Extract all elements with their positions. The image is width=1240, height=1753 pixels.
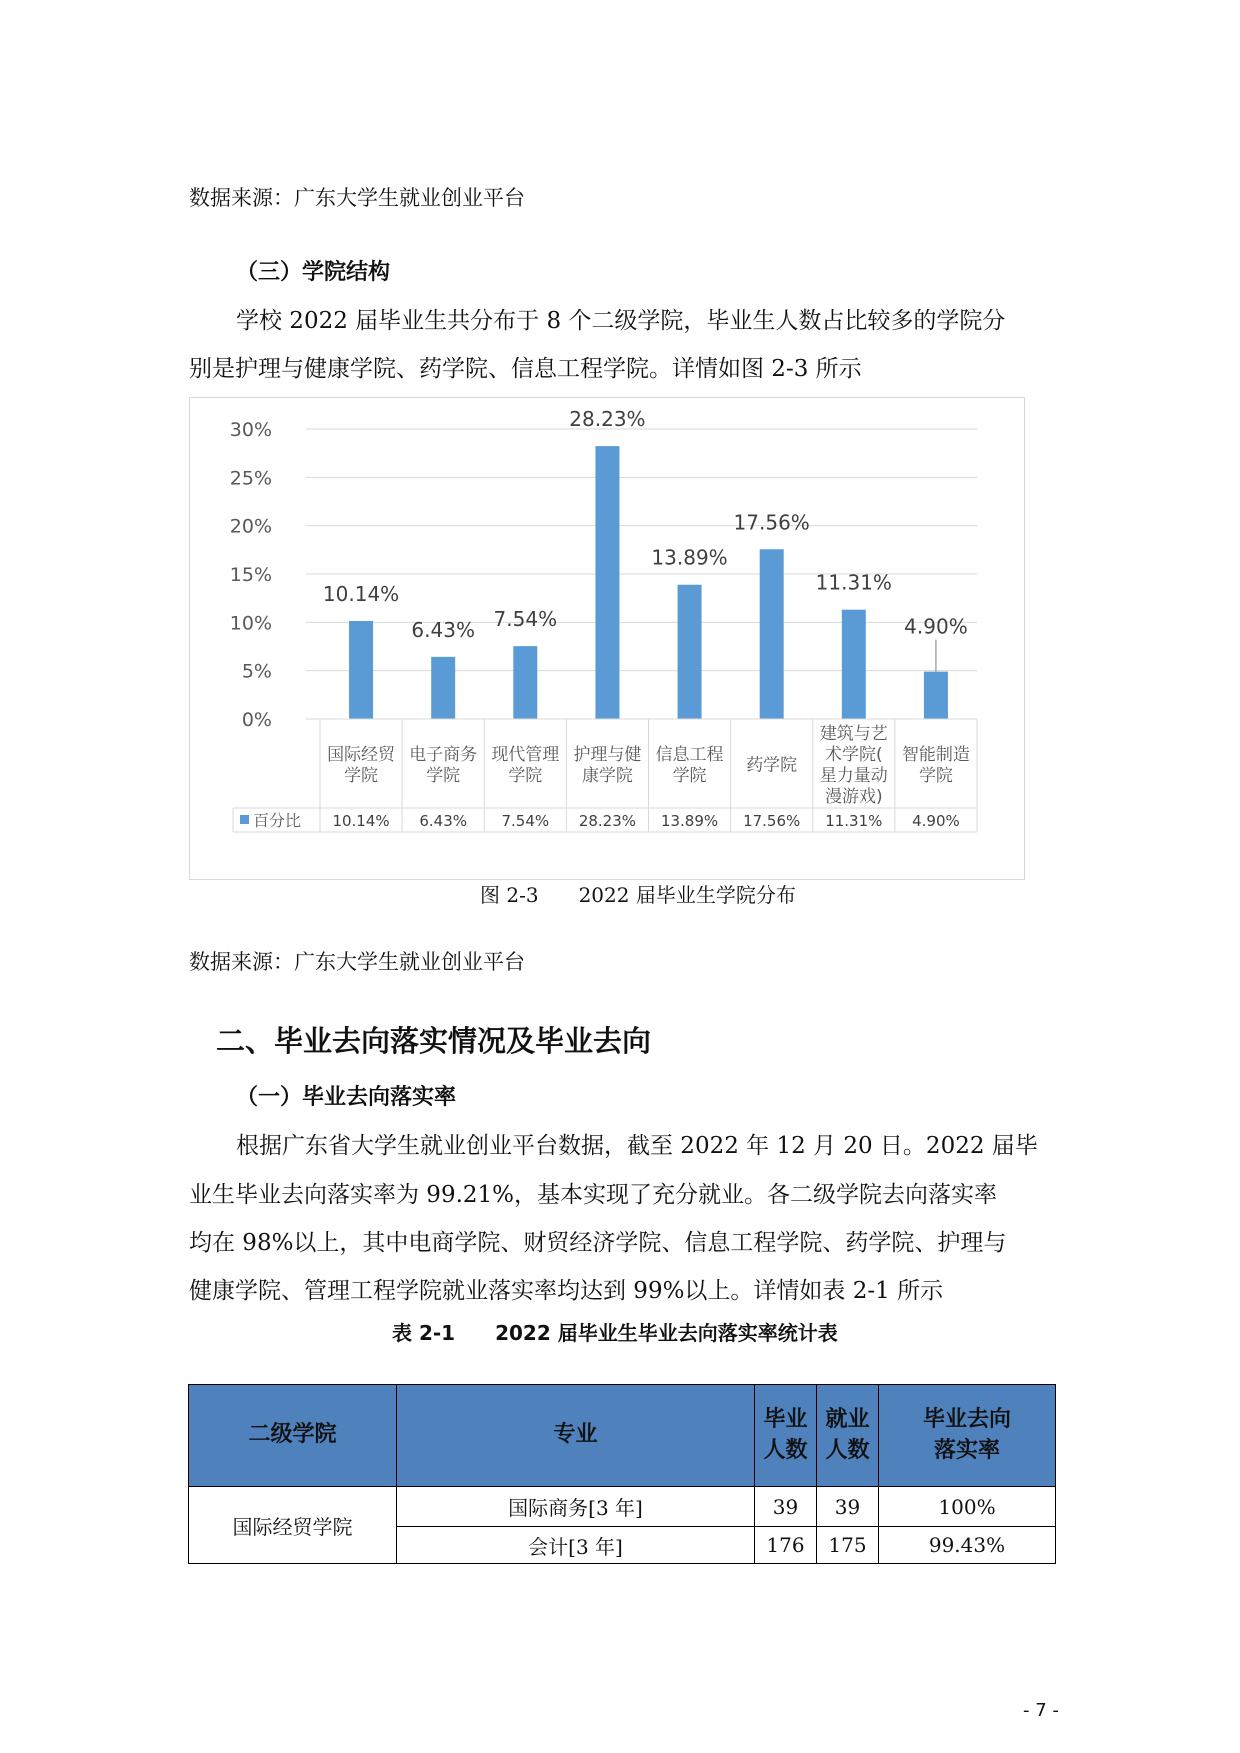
category-label: 学院 [344,766,379,786]
paragraph-line: 业生毕业去向落实率为 99.21%，基本实现了充分就业。各二级学院去向落实率 [189,1182,998,1208]
category-label: 学院 [672,766,707,786]
table-value: 10.14% [332,812,390,830]
category-label: 漫游戏) [824,787,883,807]
page-number: - 7 - [1023,1700,1059,1721]
y-tick-label: 30% [229,419,272,441]
section-heading-college-structure: （三）学院结构 [236,260,391,285]
header-college: 二级学院 [189,1385,397,1487]
y-tick-label: 0% [241,709,272,731]
data-label: 4.90% [904,614,968,639]
data-label: 28.23% [569,407,646,432]
section-heading-graduate-destination: 二、毕业去向落实情况及毕业去向 [216,1024,652,1058]
category-label: 现代管理 [491,745,560,765]
paragraph-line: 学校 2022 届毕业生共分布于 8 个二级学院，毕业生人数占比较多的学院分 [236,308,1006,334]
category-label: 电子商务 [409,745,478,765]
category-label: 学院 [918,766,953,786]
subsection-heading-destination-rate: （一）毕业去向落实率 [236,1085,457,1110]
destination-rate-table [188,1384,1056,1564]
paragraph-line: 健康学院、管理工程学院就业落实率均达到 99%以上。详情如表 2-1 所示 [189,1278,944,1304]
cell-major: 会计[3 年] [397,1527,755,1564]
y-tick-label: 15% [229,564,272,586]
table-header-row [189,1385,1056,1487]
category-label: 学院 [508,766,543,786]
category-label: 术学院( [824,745,883,765]
table-value: 7.54% [501,812,550,830]
cell-graduates: 39 [755,1487,817,1527]
data-label: 11.31% [815,570,892,595]
header-employed: 就业 人数 [817,1385,879,1487]
cell-graduates: 176 [755,1527,817,1564]
paragraph-line: 均在 98%以上，其中电商学院、财贸经济学院、信息工程学院、药学院、护理与 [189,1230,1007,1256]
table-value: 13.89% [660,812,719,830]
data-label: 10.14% [322,581,400,606]
bar [595,446,619,719]
table-value: 11.31% [825,812,883,830]
y-tick-label: 25% [229,467,272,490]
bar [513,646,537,719]
cell-employed: 39 [817,1487,879,1527]
header-graduates: 毕业 人数 [755,1385,817,1487]
legend-label: 百分比 [253,811,302,830]
table-row [189,1487,1056,1527]
bar [431,657,455,719]
category-label: 国际经贸 [327,745,396,765]
header-rate: 毕业去向 落实率 [879,1385,1056,1487]
college-distribution-chart [189,397,1025,880]
source-note: 数据来源：广东大学生就业创业平台 [189,186,525,210]
cell-major: 国际商务[3 年] [397,1487,755,1527]
category-label: 护理与健 [573,745,642,765]
bar [678,585,702,719]
data-label: 6.43% [411,617,475,642]
category-label: 康学院 [581,766,633,786]
y-tick-label: 10% [229,612,272,635]
table-caption: 表 2-1 2022 届毕业生毕业去向落实率统计表 [392,1321,838,1345]
legend-key [240,815,249,824]
bar [924,672,948,719]
figure-caption: 图 2-3 2022 届毕业生学院分布 [480,883,796,907]
paragraph-line: 根据广东省大学生就业创业平台数据，截至 2022 年 12 月 20 日。2022 届毕 [236,1133,1038,1159]
chart-canvas [190,398,1024,879]
category-label: 信息工程 [655,745,724,765]
paragraph-line: 别是护理与健康学院、药学院、信息工程学院。详情如图 2-3 所示 [189,356,862,382]
table-value: 4.90% [912,812,960,830]
data-label: 13.89% [651,545,728,570]
header-major: 专业 [397,1385,755,1487]
source-note: 数据来源：广东大学生就业创业平台 [189,950,525,974]
category-label: 学院 [426,766,461,786]
cell-college: 国际经贸学院 [189,1487,397,1564]
y-tick-label: 20% [229,515,272,538]
category-label: 建筑与艺 [819,724,888,744]
category-label: 星力量动 [819,766,888,786]
data-label: 7.54% [493,607,558,632]
category-label: 药学院 [746,755,798,776]
y-tick-label: 5% [241,660,272,683]
table-value: 6.43% [419,812,468,830]
bar [760,549,784,719]
cell-employed: 175 [817,1527,879,1564]
data-label: 17.56% [733,510,810,535]
category-label: 智能制造 [901,745,970,765]
cell-rate: 99.43% [879,1527,1056,1564]
table-value: 28.23% [578,812,637,830]
cell-rate: 100% [879,1487,1056,1527]
table-value: 17.56% [743,812,801,830]
bar [349,621,373,719]
bar [842,610,866,719]
